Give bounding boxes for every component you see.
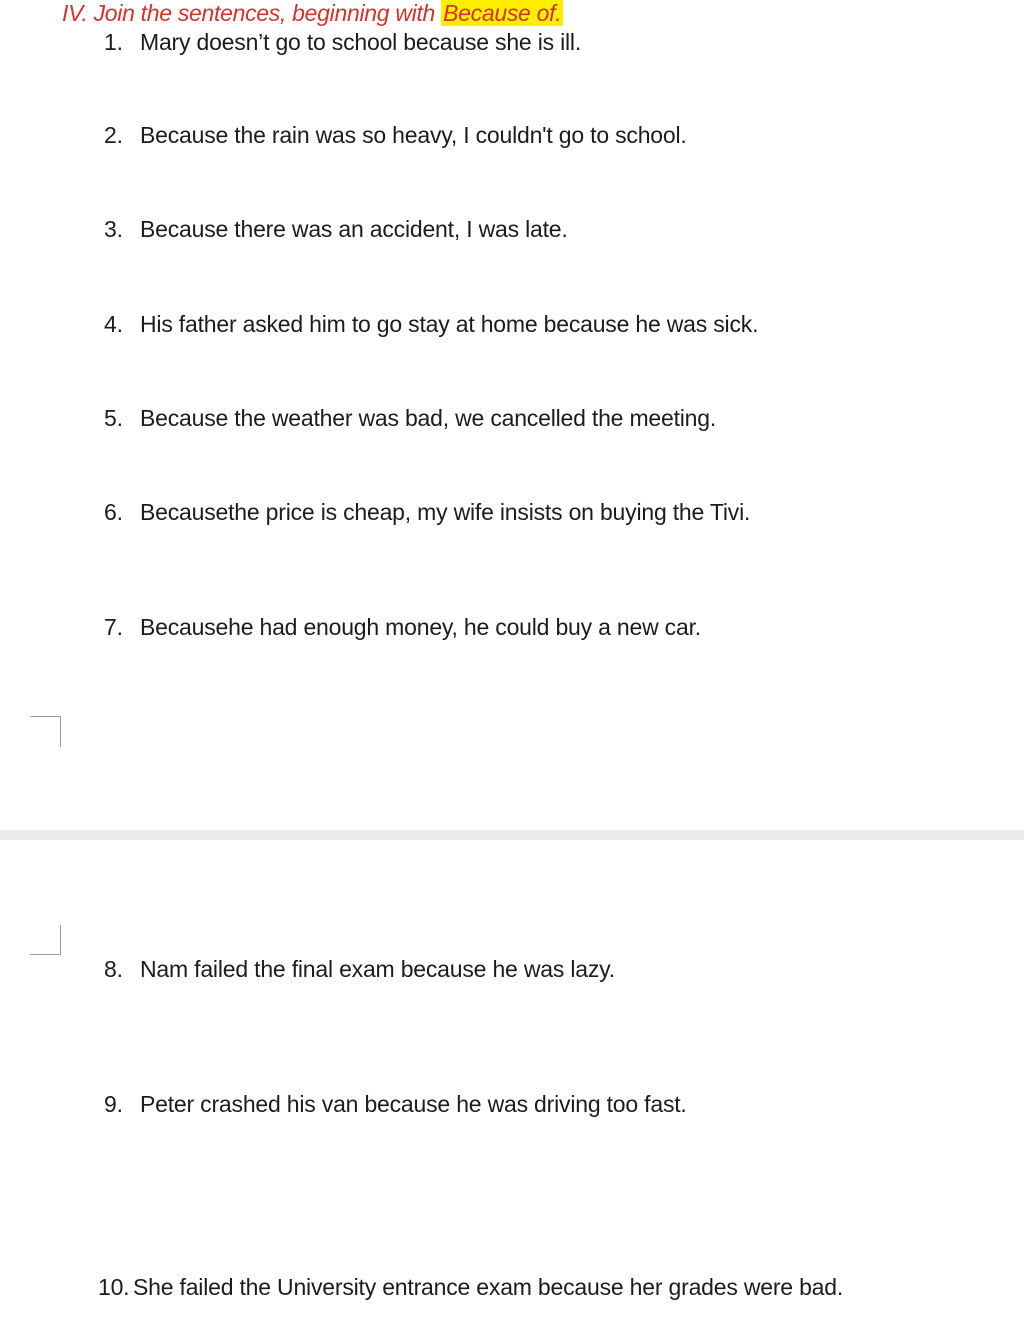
item-text: Because the weather was bad, we cancelled the meeting. [140, 405, 717, 431]
item-text: Because there was an accident, I was late. [140, 216, 568, 242]
item-number: 7. [104, 614, 123, 640]
item-number: 8. [104, 956, 123, 982]
item-number: 10. [98, 1274, 130, 1300]
page-corner-mark [30, 716, 61, 747]
item-text: His father asked him to go stay at home because he was sick. [140, 311, 759, 337]
list-item [104, 121, 687, 149]
item-number: 4. [104, 311, 123, 337]
list-item [104, 498, 750, 526]
item-text: Peter crashed his van because he was driving too fast. [140, 1091, 687, 1117]
item-text: She failed the University entrance exam because her grades were bad. [133, 1274, 844, 1300]
page-corner-mark [30, 925, 61, 955]
item-number: 1. [104, 29, 123, 55]
page-break [0, 830, 1024, 840]
item-text: Nam failed the final exam because he was lazy. [140, 956, 615, 982]
list-item [104, 28, 581, 56]
list-item [104, 404, 716, 432]
list-item [104, 955, 615, 983]
item-text: Because the rain was so heavy, I couldn't go to school. [140, 122, 687, 148]
exercise-heading [62, 0, 563, 28]
item-text: Becausethe price is cheap, my wife insists on buying the Tivi. [140, 499, 751, 525]
item-number: 9. [104, 1091, 123, 1117]
list-item [104, 310, 758, 338]
list-item [98, 1273, 843, 1301]
list-item [104, 613, 701, 641]
item-text: Becausehe had enough money, he could buy a new car. [140, 614, 701, 640]
heading-highlight: Because of. [443, 0, 562, 26]
list-item [104, 215, 568, 243]
heading-prefix: IV. Join the sentences, beginning with [62, 0, 442, 26]
item-number: 6. [104, 499, 123, 525]
item-text: Mary doesn’t go to school because she is ill. [140, 29, 582, 55]
list-item [104, 1090, 687, 1118]
item-number: 2. [104, 122, 123, 148]
item-number: 3. [104, 216, 123, 242]
item-number: 5. [104, 405, 123, 431]
